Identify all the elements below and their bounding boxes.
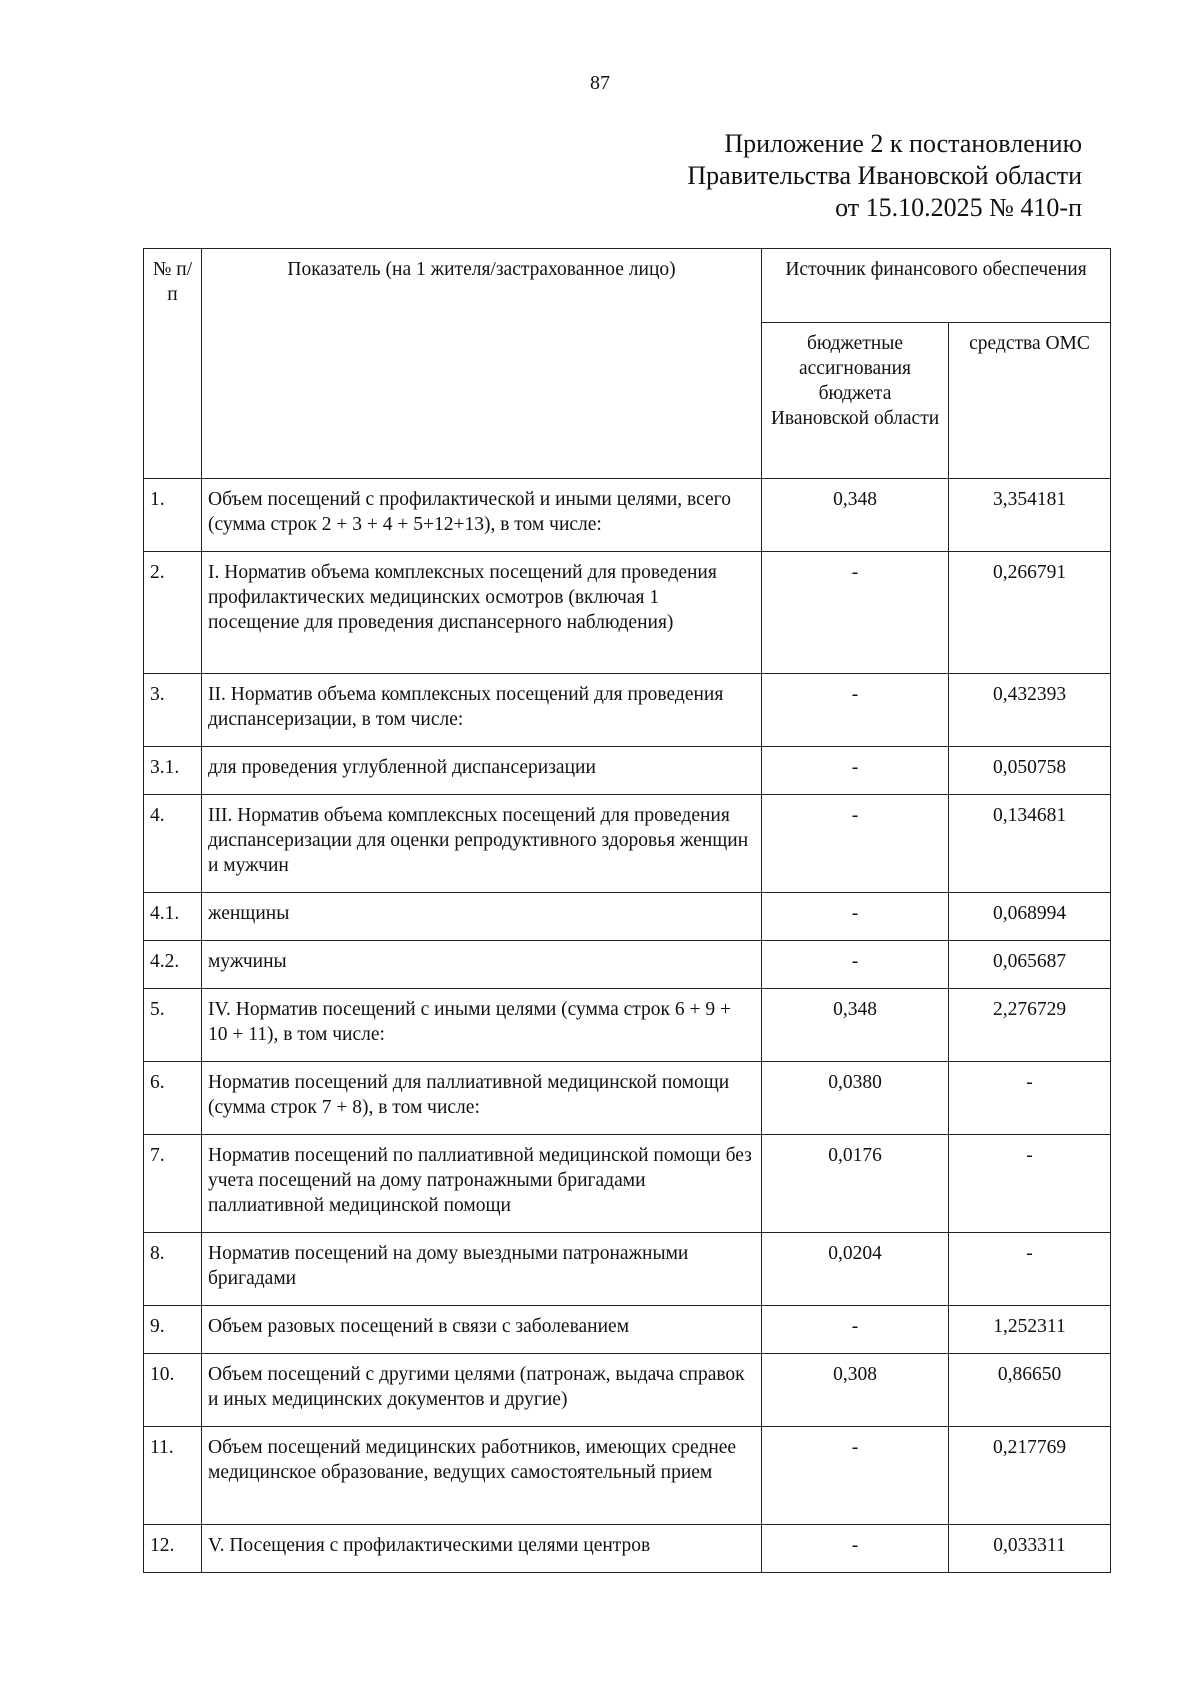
table-row [144,941,1111,989]
table-row [144,1525,1111,1573]
appendix-line-1: Приложение 2 к постановлению [724,129,1082,158]
row-indicator: Объем посещений с профилактической и иными целями, всего (сумма строк 2 + 3 + 4 + 5+12+13), в том числе: [202,479,762,552]
row-number: 4. [144,795,202,893]
row-indicator: Объем разовых посещений в связи с заболеванием [202,1306,762,1354]
header-oms: средства ОМС [949,323,1111,479]
row-number: 5. [144,989,202,1062]
table-row [144,989,1111,1062]
table-row [144,1427,1111,1525]
row-number: 3.1. [144,747,202,795]
row-budget-value: 0,348 [762,479,949,552]
row-budget-value: - [762,1427,949,1525]
row-number: 12. [144,1525,202,1573]
row-oms-value: 0,065687 [949,941,1111,989]
row-number: 2. [144,552,202,674]
row-indicator: Норматив посещений по паллиативной медицинской помощи без учета посещений на дому патронажными бригадами паллиативной медицинской помощи [202,1135,762,1233]
row-number: 8. [144,1233,202,1306]
row-oms-value: 0,068994 [949,893,1111,941]
row-number: 9. [144,1306,202,1354]
header-indicator: Показатель (на 1 жителя/застрахованное лицо) [202,249,762,479]
table-row [144,795,1111,893]
row-oms-value: - [949,1062,1111,1135]
row-oms-value: 0,86650 [949,1354,1111,1427]
row-number: 7. [144,1135,202,1233]
row-number: 4.1. [144,893,202,941]
row-oms-value: 1,252311 [949,1306,1111,1354]
row-budget-value: - [762,795,949,893]
row-indicator: Объем посещений медицинских работников, имеющих среднее медицинское образование, ведущих самостоятельный прием [202,1427,762,1525]
appendix-line-3: от 15.10.2025 № 410-п [835,193,1082,222]
row-oms-value: - [949,1135,1111,1233]
row-indicator: женщины [202,893,762,941]
row-number: 4.2. [144,941,202,989]
header-source: Источник финансового обеспечения [762,249,1111,323]
row-indicator: V. Посещения с профилактическими целями центров [202,1525,762,1573]
row-number: 10. [144,1354,202,1427]
row-oms-value: 3,354181 [949,479,1111,552]
row-oms-value: 0,266791 [949,552,1111,674]
row-indicator: для проведения углубленной диспансеризации [202,747,762,795]
row-budget-value: - [762,674,949,747]
row-oms-value: 2,276729 [949,989,1111,1062]
row-budget-value: - [762,893,949,941]
row-indicator: III. Норматив объема комплексных посещений для проведения диспансеризации для оценки репродуктивного здоровья женщин и мужчин [202,795,762,893]
row-indicator: II. Норматив объема комплексных посещений для проведения диспансеризации, в том числе: [202,674,762,747]
appendix-line-2: Правительства Ивановской области [687,161,1082,190]
header-budget: бюджетные ассигнования бюджета Ивановской области [762,323,949,479]
row-budget-value: - [762,941,949,989]
row-oms-value: 0,134681 [949,795,1111,893]
row-budget-value: - [762,1525,949,1573]
row-number: 11. [144,1427,202,1525]
table-row [144,552,1111,674]
table-row [144,1306,1111,1354]
row-number: 3. [144,674,202,747]
row-indicator: Объем посещений с другими целями (патронаж, выдача справок и иных медицинских документов и другие) [202,1354,762,1427]
row-number: 6. [144,1062,202,1135]
row-oms-value: 0,050758 [949,747,1111,795]
table-row [144,1233,1111,1306]
row-budget-value: 0,0204 [762,1233,949,1306]
row-budget-value: - [762,1306,949,1354]
row-indicator: I. Норматив объема комплексных посещений для проведения профилактических медицинских осмотров (включая 1 посещение для проведения диспансерного наблюдения) [202,552,762,674]
row-oms-value: 0,033311 [949,1525,1111,1573]
row-budget-value: 0,308 [762,1354,949,1427]
table-row [144,1354,1111,1427]
row-indicator: IV. Норматив посещений с иными целями (сумма строк 6 + 9 + 10 + 11), в том числе: [202,989,762,1062]
row-oms-value: - [949,1233,1111,1306]
row-budget-value: - [762,747,949,795]
table-row [144,674,1111,747]
appendix-header [687,128,1082,224]
row-oms-value: 0,432393 [949,674,1111,747]
row-indicator: Норматив посещений на дому выездными патронажными бригадами [202,1233,762,1306]
table-row [144,747,1111,795]
table-row [144,1135,1111,1233]
row-indicator: мужчины [202,941,762,989]
row-budget-value: 0,0380 [762,1062,949,1135]
row-budget-value: - [762,552,949,674]
table-row [144,893,1111,941]
row-number: 1. [144,479,202,552]
row-indicator: Норматив посещений для паллиативной медицинской помощи (сумма строк 7 + 8), в том числе: [202,1062,762,1135]
row-budget-value: 0,0176 [762,1135,949,1233]
table-row [144,1062,1111,1135]
norms-table [143,248,1111,1573]
row-budget-value: 0,348 [762,989,949,1062]
header-num: № п/п [144,249,202,479]
row-oms-value: 0,217769 [949,1427,1111,1525]
page-number: 87 [590,72,610,94]
table-row [144,479,1111,552]
